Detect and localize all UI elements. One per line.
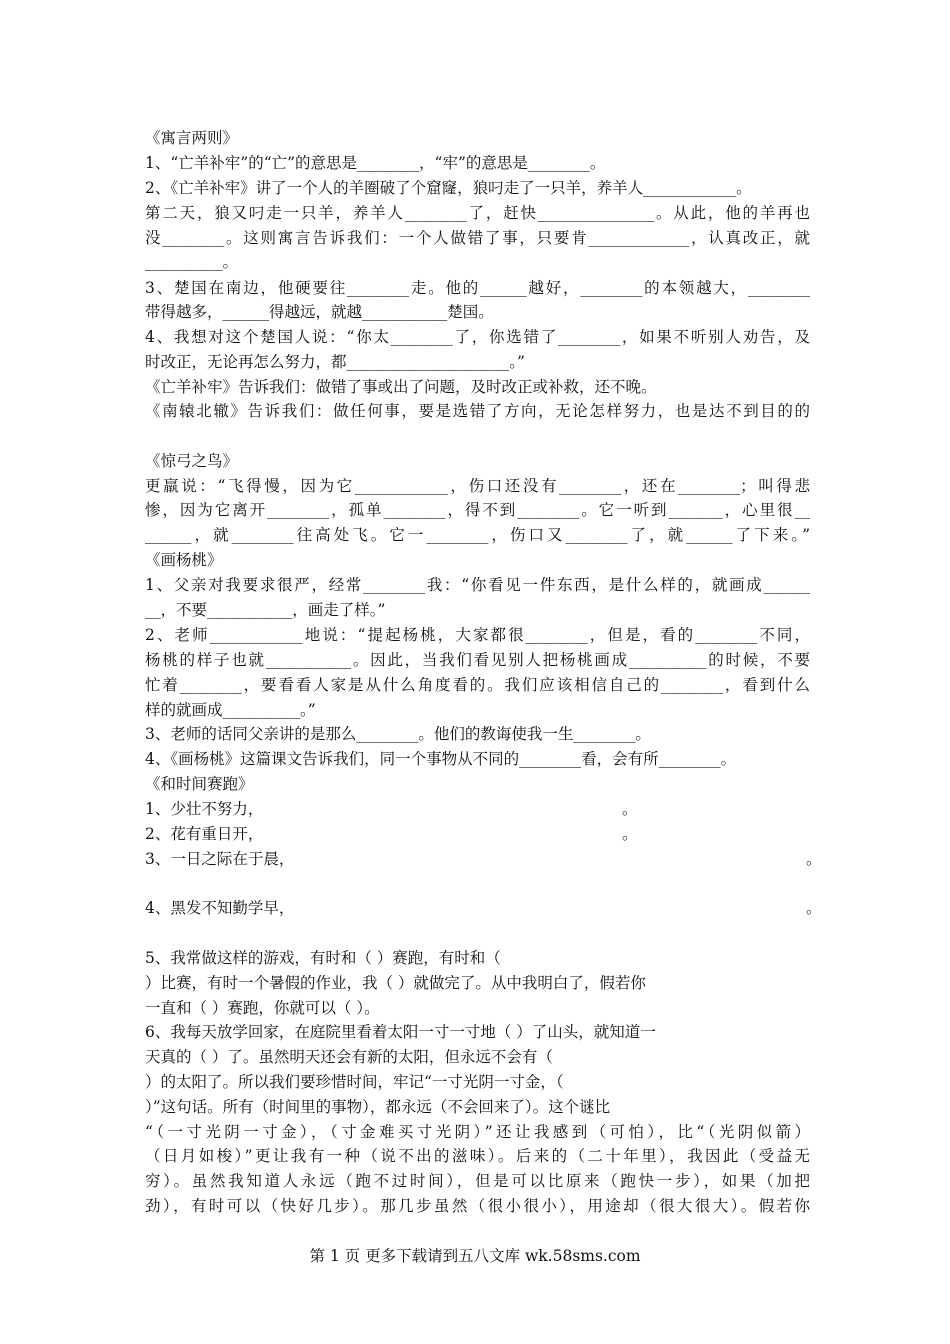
text-line: 天真的（ ）了。虽然明天还会有新的太阳，但永远不会有（ [145,1048,553,1066]
text-line: 《南辕北辙》告诉我们：做任何事，要是选错了方向，无论怎样努力，也是达不到目的的 [145,402,810,420]
title-shijian: 《和时间赛跑》 [145,775,254,793]
period-mark: 。 [622,825,638,843]
text-line: 一直和（ ）赛跑，你就可以（ ）。 [145,999,380,1017]
text-line: 第二天，狼又叼走一只羊，养羊人________了，赶快_______________。从此，他的羊再也 [145,204,810,222]
text-line: 5、我常做这样的游戏，有时和（ ）赛跑，有时和（ [145,949,501,967]
text-line: 2、花有重日开， [145,825,264,843]
text-line: 样的就画成__________。” [145,701,316,719]
text-line: 《亡羊补牢》告诉我们：做错了事或出了问题，及时改正或补救，还不晚。 [145,378,657,396]
text-line: __，不要___________，画走了样。” [145,601,386,619]
text-line: 6、我每天放学回家，在庭院里看着太阳一寸一寸地（ ）了山头，就知道一 [145,1023,656,1041]
text-line: 穷）。虽然我知道人永远（跑不过时间），但是可以比原来（跑快一步），如果（加把 [145,1172,810,1190]
period-mark: 。 [806,850,822,868]
text-line: 忙着________，要看看人家是从什么角度看的。我们应该相信自己的________，看到什么 [145,676,810,694]
text-line: ）”这句话。所有（时间里的事物），都永远（不会回来了）。这个谜比 [145,1098,611,1116]
text-line: 4、黑发不知勤学早， [145,899,295,917]
text-line: ______，就________往高处飞。它一________，伤口又________了，就______了下来。” [145,526,810,544]
text-line: 2、老师____________地说：“提起杨桃，大家都很________，但是，看的________不同， [145,626,810,644]
title-jinggong: 《惊弓之鸟》 [145,452,239,470]
text-line: （日月如梭）”更让我有一种（说不出的滋味）。后来的（二十年里），我因此（受益无 [145,1147,810,1165]
text-line: 2、《亡羊补牢》讲了一个人的羊圈破了个窟窿，狼叼走了一只羊，养羊人____________。 [145,179,752,197]
text-line: 4、我想对这个楚国人说：“你太________了，你选错了________，如果不听别人劝告，及 [145,328,810,346]
period-mark: 。 [622,800,638,818]
text-line: 3、老师的话同父亲讲的是那么________。他们的教诲使我一生________。 [145,725,651,743]
text-line: 3、楚国在南边，他硬要往________走。他的______越好，________的本领越大，________ [145,279,810,297]
text-line: 4、《画杨桃》这篇课文告诉我们，同一个事物从不同的________看，会有所________。 [145,750,737,768]
page-footer: 第 1 页 更多下载请到五八文库 wk.58sms.com [309,1247,641,1265]
text-line: 时改正，无论再怎么努力，都_____________________。” [145,353,525,371]
text-line: ）比赛，有时一个暑假的作业，我（ ）就做完了。从中我明白了，假若你 [145,974,646,992]
period-mark: 。 [806,899,822,917]
text-line: 1、少壮不努力， [145,800,264,818]
text-line: 3、一日之际在于晨， [145,850,295,868]
text-line: 惨，因为它离开________，孤单________，得不到________。它一听到_______，心里很__ [145,501,810,519]
title-huayangtao: 《画杨桃》 [145,551,223,569]
text-line: 更羸说：“飞得慢，因为它____________，伤口还没有________，还在________；叫得悲 [145,477,810,495]
text-line: 带得越多，______得越远，就越___________楚国。 [145,303,494,321]
text-line: 1、父亲对我要求很严，经常________我：“你看见一件东西，是什么样的，就画成______ [145,576,810,594]
text-line: ）的太阳了。所以我们要珍惜时间，牢记“一寸光阴一寸金，（ [145,1073,564,1091]
text-line: 劲），有时可以（快好几步）。那几步虽然（很小很小），用途却（很大很大）。假若你 [145,1197,810,1215]
text-line: “（一寸光阴一寸金），（寸金难买寸光阴）”还让我感到（可怕），比“（光阴似箭） [145,1123,810,1141]
title-yuyan: 《寓言两则》 [145,129,239,147]
text-line: 1、“亡羊补牢”的“亡”的意思是________，“牢”的意思是________。 [145,154,606,172]
text-line: __________。 [145,253,239,271]
text-line: 杨桃的样子也就___________。因此，当我们看见别人把杨桃画成__________的时候，不要 [145,651,810,669]
text-line: 没________。这则寓言告诉我们：一个人做错了事，只要肯_____________，认真改正，就 [145,229,810,247]
